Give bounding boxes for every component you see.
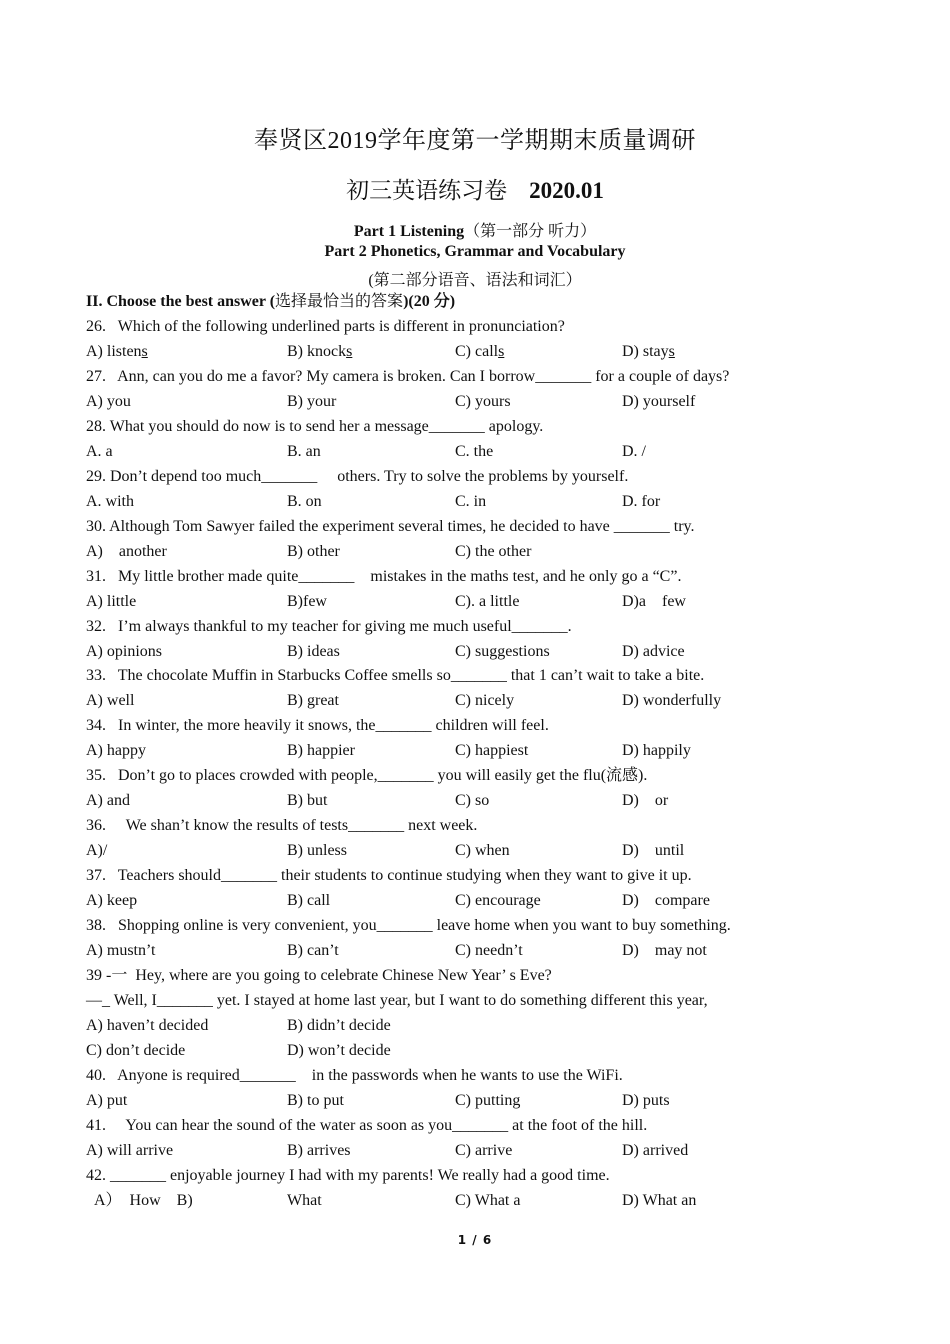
option-d[interactable]: D) wonderfully bbox=[622, 692, 722, 709]
option-d[interactable]: D) arrived bbox=[622, 1142, 689, 1159]
subtitle-text: 初三英语练习卷 bbox=[346, 178, 508, 203]
option-a[interactable]: A) keep bbox=[86, 892, 138, 909]
option-c[interactable]: C) encourage bbox=[455, 892, 541, 909]
exam-subtitle bbox=[0, 172, 950, 205]
option-a[interactable]: A) another bbox=[86, 543, 167, 560]
option-b[interactable]: B) call bbox=[287, 892, 331, 909]
option-d[interactable]: D) yourself bbox=[622, 393, 696, 410]
question-stem: 30. Although Tom Sawyer failed the experiment several times, he decided to have _______ try. bbox=[86, 518, 695, 535]
option-d[interactable]: D) What an bbox=[622, 1192, 697, 1209]
option-d[interactable]: D. for bbox=[622, 493, 661, 510]
option-c[interactable]: C) when bbox=[455, 842, 510, 859]
question-stem: 32. I’m always thankful to my teacher for giving me much useful_______. bbox=[86, 618, 572, 635]
option-b[interactable]: B) can’t bbox=[287, 942, 339, 959]
section-heading-en: II. Choose the best answer ( bbox=[86, 293, 276, 310]
option-b[interactable]: B) unless bbox=[287, 842, 347, 859]
option-a[interactable]: A) happy bbox=[86, 742, 146, 759]
part2-heading bbox=[0, 243, 950, 261]
option-a[interactable]: A) you bbox=[86, 393, 131, 410]
part2-label: Part 2 Phonetics, Grammar and Vocabulary bbox=[324, 243, 626, 260]
option-d[interactable]: D) stays bbox=[622, 343, 675, 360]
option-d[interactable]: D) compare bbox=[622, 892, 710, 909]
option-c[interactable]: C) happiest bbox=[455, 742, 529, 759]
option-c[interactable]: C) nicely bbox=[455, 692, 515, 709]
option-c[interactable]: C) needn’t bbox=[455, 942, 523, 959]
option-d[interactable]: D) may not bbox=[622, 942, 707, 959]
option-c[interactable]: C) yours bbox=[455, 393, 511, 410]
option-a[interactable]: A) haven’t decided bbox=[86, 1017, 209, 1034]
option-c[interactable]: C) What a bbox=[455, 1192, 521, 1209]
question-stem: 26. Which of the following underlined parts is different in pronunciation? bbox=[86, 318, 565, 335]
option-b[interactable]: What bbox=[287, 1192, 322, 1209]
option-a[interactable]: A. a bbox=[86, 443, 113, 460]
option-b[interactable]: B)few bbox=[287, 593, 327, 610]
exam-title: 奉贤区2019学年度第一学期期末质量调研 bbox=[254, 128, 696, 154]
option-c[interactable]: C) so bbox=[455, 792, 490, 809]
option-d[interactable]: D) until bbox=[622, 842, 685, 859]
option-a[interactable]: A) put bbox=[86, 1092, 128, 1109]
option-d[interactable]: D. / bbox=[622, 443, 646, 460]
option-a[interactable]: A) opinions bbox=[86, 643, 162, 660]
question-stem: 40. Anyone is required_______ in the passwords when he wants to use the WiFi. bbox=[86, 1067, 623, 1084]
part2-cn: (第二部分语音、语法和词汇） bbox=[368, 272, 582, 289]
option-a[interactable]: A) and bbox=[86, 792, 130, 809]
option-c[interactable]: C) arrive bbox=[455, 1142, 513, 1159]
exam-date: 2020.01 bbox=[529, 178, 604, 203]
question-stem: 36. We shan’t know the results of tests_______ next week. bbox=[86, 817, 478, 834]
option-b[interactable]: B) but bbox=[287, 792, 328, 809]
section-heading bbox=[86, 292, 455, 312]
question-stem: 31. My little brother made quite_______ mistakes in the maths test, and he only go a “C”. bbox=[86, 568, 682, 585]
option-a[interactable]: A) little bbox=[86, 593, 137, 610]
option-a[interactable]: A) mustn’t bbox=[86, 942, 156, 959]
question-stem: 28. What you should do now is to send her a message_______ apology. bbox=[86, 418, 544, 435]
option-c[interactable]: C). a little bbox=[455, 593, 520, 610]
section-heading-cn: 选择最恰当的答案 bbox=[275, 293, 404, 310]
question-stem: 34. In winter, the more heavily it snows, the_______ children will feel. bbox=[86, 717, 549, 734]
section-heading-score: )(20 分) bbox=[403, 293, 456, 310]
option-b[interactable]: B) other bbox=[287, 543, 340, 560]
option-a[interactable]: A) well bbox=[86, 692, 135, 709]
option-b[interactable]: B) knocks bbox=[287, 343, 353, 360]
question-stem: 33. The chocolate Muffin in Starbucks Coffee smells so_______ that 1 can’t wait to take a bite. bbox=[86, 667, 705, 684]
question-stem: 29. Don’t depend too much_______ others. Try to solve the problems by yourself. bbox=[86, 468, 629, 485]
question-stem-reply: —_ Well, I_______ yet. I stayed at home last year, but I want to do something different this year, bbox=[86, 992, 708, 1009]
question-stem: 42. _______ enjoyable journey I had with my parents! We really had a good time. bbox=[86, 1167, 610, 1184]
part1-cn: （第一部分 听力） bbox=[464, 223, 597, 240]
option-a[interactable]: A)/ bbox=[86, 842, 108, 859]
option-c[interactable]: C. the bbox=[455, 443, 494, 460]
option-a[interactable]: A. with bbox=[86, 493, 134, 510]
option-b[interactable]: B) ideas bbox=[287, 643, 340, 660]
option-b[interactable]: B) arrives bbox=[287, 1142, 351, 1159]
option-b[interactable]: B) didn’t decide bbox=[287, 1017, 391, 1034]
option-b[interactable]: B. on bbox=[287, 493, 322, 510]
question-stem: 27. Ann, can you do me a favor? My camera is broken. Can I borrow_______ for a couple of days? bbox=[86, 368, 730, 385]
option-d[interactable]: D)a few bbox=[622, 593, 686, 610]
page-number: 1 / 6 bbox=[457, 1233, 493, 1247]
option-c[interactable]: C) don’t decide bbox=[86, 1042, 186, 1059]
question-stem: 35. Don’t go to places crowded with people,_______ you will easily get the flu(流感). bbox=[86, 767, 648, 784]
option-a[interactable]: A） How B) bbox=[94, 1192, 193, 1209]
question-stem: 37. Teachers should_______ their students to continue studying when they want to give it up. bbox=[86, 867, 692, 884]
option-d[interactable]: D) won’t decide bbox=[287, 1042, 391, 1059]
option-b[interactable]: B) your bbox=[287, 393, 337, 410]
question-stem: 38. Shopping online is very convenient, you_______ leave home when you want to buy something. bbox=[86, 917, 731, 934]
option-b[interactable]: B) to put bbox=[287, 1092, 344, 1109]
question-stem: 41. You can hear the sound of the water as soon as you_______ at the foot of the hill. bbox=[86, 1117, 648, 1134]
option-c[interactable]: C. in bbox=[455, 493, 487, 510]
option-b[interactable]: B) great bbox=[287, 692, 339, 709]
option-b[interactable]: B) happier bbox=[287, 742, 355, 759]
option-c[interactable]: C) calls bbox=[455, 343, 505, 360]
option-d[interactable]: D) happily bbox=[622, 742, 691, 759]
option-c[interactable]: C) putting bbox=[455, 1092, 521, 1109]
part1-label: Part 1 Listening bbox=[353, 223, 465, 240]
option-d[interactable]: D) puts bbox=[622, 1092, 670, 1109]
option-a[interactable]: A) will arrive bbox=[86, 1142, 174, 1159]
option-d[interactable]: D) advice bbox=[622, 643, 685, 660]
option-c[interactable]: C) suggestions bbox=[455, 643, 550, 660]
option-d[interactable]: D) or bbox=[622, 792, 669, 809]
option-b[interactable]: B. an bbox=[287, 443, 321, 460]
option-c[interactable]: C) the other bbox=[455, 543, 532, 560]
part1-heading bbox=[0, 218, 950, 241]
question-stem: 39 -一 Hey, where are you going to celebrate Chinese New Year’ s Eve? bbox=[86, 967, 552, 984]
option-a[interactable]: A) listens bbox=[86, 343, 148, 360]
